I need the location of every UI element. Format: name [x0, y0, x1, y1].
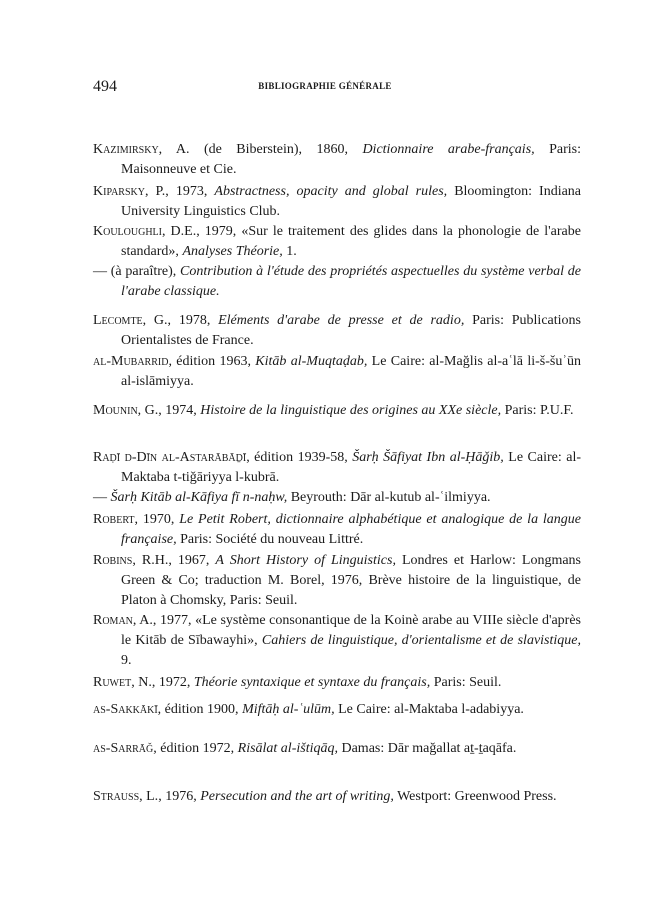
entry-title: Cahiers de linguistique, d'orientalisme et de slavistique, [261, 633, 581, 648]
entry-text: , édition 1900, [157, 702, 243, 717]
entry-publication: Paris: Seuil. [430, 675, 502, 690]
running-title: BIBLIOGRAPHIE GÉNÉRALE [258, 81, 392, 91]
entry-publication: Paris: Société du nouveau Littré. [176, 532, 364, 547]
entry-author: Raḍī d-Dīn al-Astarābāḏī [93, 450, 247, 465]
entry-text: — (à paraître), [93, 264, 181, 279]
entry-title: Dictionnaire arabe-français, [362, 142, 535, 157]
entry-author: as-Sakkākī [93, 702, 158, 717]
entry-title: Contribution à l'étude des propriétés aspectuelles du système verbal de l'arabe classique. [121, 264, 581, 299]
entry-title: Persecution and the art of writing, [200, 789, 394, 804]
bib-entry [93, 140, 581, 180]
entry-author: as-Sarrāǧ [93, 741, 154, 756]
running-head [0, 78, 650, 102]
entry-title: Šarḥ Šāfiyat Ibn al-Ḥāǧib, [352, 450, 504, 465]
entry-title: Risālat al-ištiqāq, [237, 741, 338, 756]
entry-publication: Londres et Harlow: Longmans Green & Co; traduction M. Borel, 1976, Brève histoire de la linguistique, de Platon à Chomsky, Paris: Seuil. [121, 553, 582, 608]
entry-publication: 9. [121, 653, 132, 668]
entry-text: , 1978, [167, 313, 219, 328]
entry-publication: Bloomington: Indiana University Linguistics Club. [121, 184, 582, 219]
entry-author: Robins, R.H. [93, 553, 169, 568]
entry-publication: Le Caire: al-Maktaba t-tiǧāriyya l-kubrā. [121, 450, 582, 485]
entry-author: Strauss, L. [93, 789, 159, 804]
entry-text: , 1973, [165, 184, 215, 199]
entry-text: , 1979, «Sur le traitement des glides dans la phonologie de l'arabe standard», [121, 224, 581, 259]
entry-text: , édition 1963, [168, 354, 256, 369]
entry-title: Šarḥ Kitāb al-Kāfiya fī n-naḥw, [110, 490, 288, 505]
entry-publication: Damas: Dār mağallat aṯ-ṯaqāfa. [337, 741, 517, 756]
bib-entry [93, 611, 581, 671]
entry-title: Théorie syntaxique et syntaxe du français, [193, 675, 431, 690]
entry-title: A Short History of Linguistics, [215, 553, 396, 568]
entry-title: Analyses Théorie, [182, 244, 283, 259]
entry-text: — [93, 490, 111, 505]
entry-publication: Le Caire: al-Maktaba l-adabiyya. [334, 702, 524, 717]
bib-entry [93, 510, 581, 550]
bib-entry [93, 352, 581, 392]
entry-title: Histoire de la linguistique des origines au XXe siècle, [200, 403, 502, 418]
entry-publication: Beyrouth: Dār al-kutub al-ʿilmiyya. [287, 490, 491, 505]
entry-publication: Le Caire: al-Mağlis al-aʿlā li-š-šuʾūn al-islāmiyya. [121, 354, 581, 389]
entry-publication: Paris: Maisonneuve et Cie. [121, 142, 582, 177]
entry-publication: 1. [282, 244, 297, 259]
bib-entry [93, 311, 581, 351]
entry-author: Kazimirsky, A. [93, 142, 190, 157]
entry-author: Ruwet, N. [93, 675, 152, 690]
entry-text: , 1977, «Le système consonantique de la Koinè arabe au VIIIe siècle d'après le Kitāb de Sībawayhi», [121, 613, 582, 648]
entry-text: , 1976, [158, 789, 201, 804]
entry-author: al-Mubarrid [93, 354, 169, 369]
entry-text: , édition 1939-58, [246, 450, 353, 465]
entry-title: Miftāḥ al-ʿulūm, [242, 702, 335, 717]
entry-title: Kitāb al-Muqtaḍab, [255, 354, 368, 369]
bib-entry [93, 551, 581, 611]
entry-text: , 1970, [134, 512, 180, 527]
entry-publication: Paris: Publications Orientalistes de France. [121, 313, 581, 348]
entry-title: Le Petit Robert, dictionnaire alphabétique et analogique de la langue française, [121, 512, 582, 547]
bib-entry [93, 739, 581, 759]
bib-entry [93, 448, 581, 488]
entry-publication: Paris: P.U.F. [501, 403, 574, 418]
page-number: 494 [93, 78, 117, 95]
entry-author: Roman, A. [93, 613, 153, 628]
bib-entry [93, 787, 581, 807]
entry-author: Kiparsky, P. [93, 184, 166, 199]
entry-author: Robert [93, 512, 135, 527]
entry-text: , 1974, [158, 403, 201, 418]
bib-entry [93, 222, 581, 262]
entry-author: Lecomte, G. [93, 313, 168, 328]
bib-entry [93, 700, 581, 720]
entry-text: (de Biberstein), 1860, [189, 142, 363, 157]
bib-entry [93, 262, 581, 302]
entry-text: , 1972, [151, 675, 194, 690]
entry-publication: Westport: Greenwood Press. [393, 789, 557, 804]
bib-entry [93, 182, 581, 222]
bib-entry [93, 401, 581, 421]
entry-title: Eléments d'arabe de presse et de radio, [218, 313, 465, 328]
entry-title: Abstractness, opacity and global rules, [214, 184, 448, 199]
entry-text: , édition 1972, [153, 741, 238, 756]
entry-author: Mounin, G. [93, 403, 159, 418]
entry-author: Kouloughli, D.E. [93, 224, 197, 239]
bib-entry [93, 488, 581, 508]
bib-entry [93, 673, 581, 693]
entry-text: , 1967, [168, 553, 216, 568]
